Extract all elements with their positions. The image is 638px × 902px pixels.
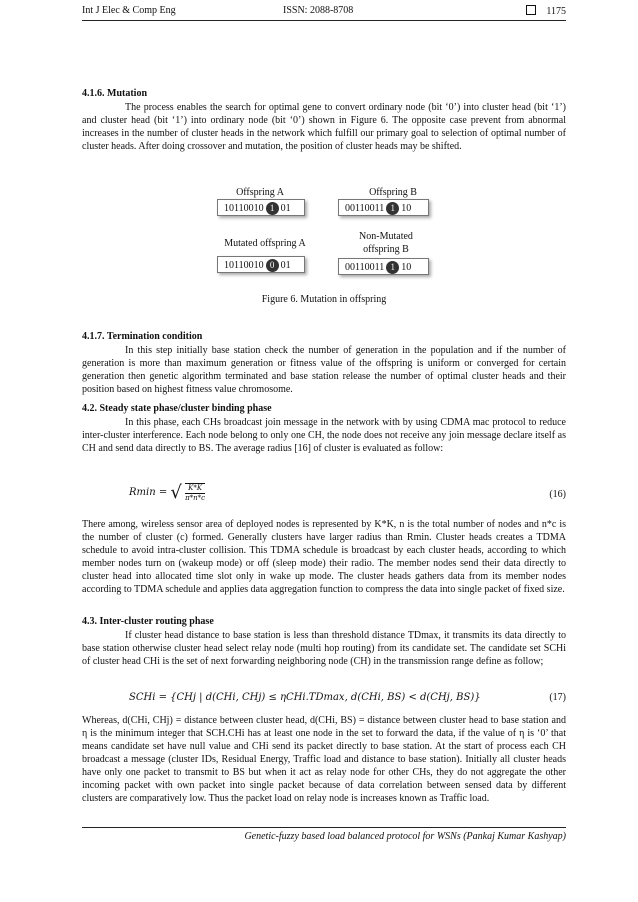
equation-16: Rmin = √ $\frac{K*K}{\pi*n*c}$ xyxy=(129,482,206,503)
footer-rule xyxy=(82,827,566,828)
steady-state-paragraph-2: There among, wireless sensor area of deployed nodes is represented by K*K, n is the total number of nodes and n*c is the number of cluster (c) formed. Generally clusters have larger radius than Rmin. Cluster heads creates a TDMA schedule to avoid intra-cluster collision. This TDMA schedule is broadcast by each cluster heads, according to which member nodes turn on (wakeup mode) or off (sleep mode) their radio. The member nodes send their data directly to cluster head into allocated time slot only in wake up mode. The cluster heads gathers data from its member nodes according to TDMA schedule and applies data aggregation function to compress the data into single packet of fixed size. xyxy=(82,519,566,595)
eq16-denominator: π*n*c xyxy=(185,493,206,502)
section-heading-steady-state: 4.2. Steady state phase/cluster binding phase xyxy=(82,403,272,414)
equation-number-16: (16) xyxy=(549,489,566,500)
equation-number-17: (17) xyxy=(549,692,566,703)
chromosome-offspring-b xyxy=(338,199,429,216)
mutation-bit: 0 xyxy=(266,259,279,272)
page-number-block xyxy=(526,5,566,17)
label-non-mutated-offspring-b: Non-Mutated offspring B xyxy=(359,231,413,255)
issn: ISSN: 2088-8708 xyxy=(283,5,354,16)
bits-prefix: 10110010 xyxy=(224,203,264,214)
label-offspring-b: Offspring B xyxy=(369,187,417,198)
section-heading-termination: 4.1.7. Termination condition xyxy=(82,331,203,342)
figure-caption: Figure 6. Mutation in offspring xyxy=(261,294,387,305)
chromosome-mutated-a xyxy=(217,256,305,273)
eq16-fraction xyxy=(185,483,205,503)
bits-prefix: 10110010 xyxy=(224,260,264,271)
header-rule xyxy=(82,20,566,21)
inter-cluster-paragraph-2: Whereas, d(CHi, CHj) = distance between cluster head, d(CHi, BS) = distance between cluster head to base station and η is the minimum integer that SCH.CHi has at least one node in the set to forward the data, if the value of η is ‘0’ that means candidate set have null value and CHi send its packet directly to base station. At the start of process each CH broadcast a message (cluster IDs, Residual Energy, Traffic load and distance to base station). Initially all cluster heads have only one packet to transmit to BS but when it act as relay node for other CHs, they do not aggregate the other incoming packet with own packet into single packet because of data correlation between sensed data by different clusters are comparatively low. Thus the packet load on relay node is increases known as Traffic load. xyxy=(82,715,566,804)
eq16-lhs: Rmin = xyxy=(129,487,168,498)
running-header xyxy=(82,5,566,19)
chromosome-non-mutated-b xyxy=(338,258,429,275)
steady-state-paragraph-1: In this phase, each CHs broadcast join message in the network with by using CDMA mac protocol to reduce inter-cluster interference. Each node belong to only one CH, the node does not receive any join message declare itself as CH and send data directly to BS. The average radius [16] of cluster is evaluated as follow: xyxy=(82,417,566,454)
bits-suffix: 01 xyxy=(280,203,291,214)
bits-suffix: 10 xyxy=(401,262,412,273)
checkbox-icon xyxy=(526,5,536,15)
equation-17: SCHi = {CHj | d(CHi, CHj) ≤ ηCHi.TDmax, d(CHi, BS) < d(CHj, BS)} xyxy=(129,692,481,703)
inter-cluster-paragraph-1: If cluster head distance to base station is less than threshold distance TDmax, it transmits its data directly to base station otherwise cluster head select relay node (multi hop routing) from its candidate set. The candidate set SCHi of cluster head CHi is the set of next forwarding neighboring node (CH) in the transmission range define as follow; xyxy=(82,630,566,667)
bits-prefix: 00110011 xyxy=(345,203,385,214)
page-number: 1175 xyxy=(546,6,566,17)
bits-suffix: 01 xyxy=(280,260,291,271)
termination-paragraph: In this step initially base station check the number of generation in the population and if the number of generation is more than maximum generation or fitness value of the offspring is uniform or converged for certain generation then genetic algorithm terminated and base station release the number of optimal cluster heads and their position based on highest fitness value chromosome. xyxy=(82,345,566,395)
section-heading-inter-cluster: 4.3. Inter-cluster routing phase xyxy=(82,616,214,627)
bits-suffix: 10 xyxy=(401,203,412,214)
mutation-paragraph: The process enables the search for optimal gene to convert ordinary node (bit ‘0’) into cluster head (bit ‘1’) and cluster head (bit ‘1’) into ordinary node (bit ‘0’) shown in Figure 6. The opposite case prevent from abnormal increases in the number of cluster heads in the network which fulfill our primary goal to selection of optimal number of cluster heads. After doing crossover and mutation, the position of cluster heads may be shifted. xyxy=(82,102,566,152)
bits-prefix: 00110011 xyxy=(345,262,385,273)
label-mutated-offspring-a: Mutated offspring A xyxy=(224,238,306,249)
eq16-numerator: K*K xyxy=(185,484,205,494)
mutation-bit: 1 xyxy=(266,202,279,215)
chromosome-offspring-a xyxy=(217,199,305,216)
journal-name: Int J Elec & Comp Eng xyxy=(82,5,176,16)
mutation-bit: 1 xyxy=(386,261,399,274)
running-footer: Genetic-fuzzy based load balanced protocol for WSNs (Pankaj Kumar Kashyap) xyxy=(244,831,566,842)
section-heading-mutation: 4.1.6. Mutation xyxy=(82,88,147,99)
mutation-bit: 1 xyxy=(386,202,399,215)
label-offspring-a: Offspring A xyxy=(236,187,284,198)
